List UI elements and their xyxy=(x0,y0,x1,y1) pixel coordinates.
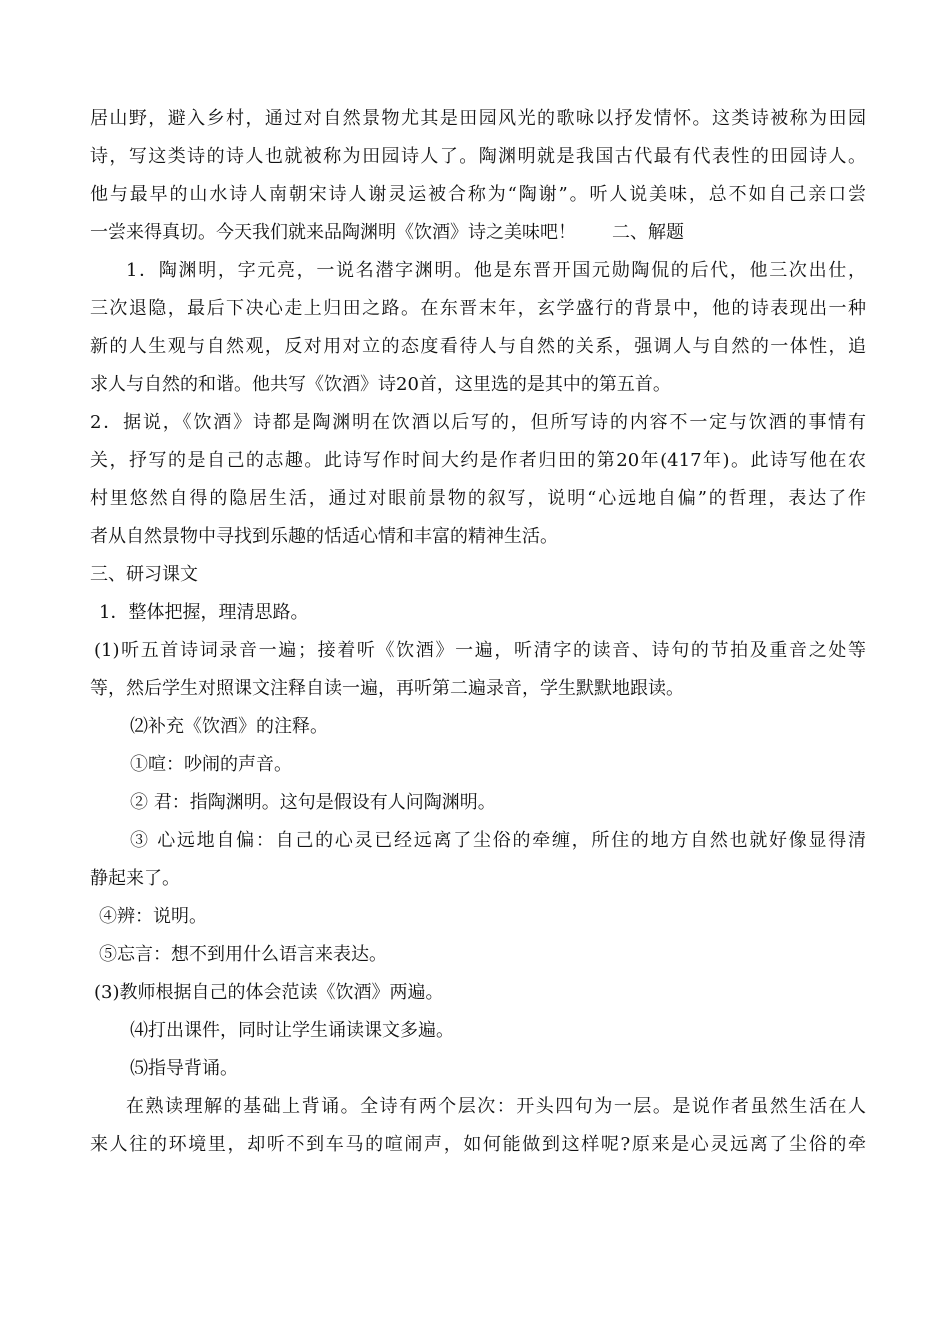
text-line: 村里悠然自得的隐居生活，通过对眼前景物的叙写，说明“心远地自偏”的哲理，表达了作 xyxy=(90,488,866,509)
annotation-item: ② 君：指陶渊明。这句是假设有人问陶渊明。 xyxy=(130,792,496,813)
text-line: 新的人生观与自然观，反对用对立的态度看待人与自然的关系，强调人与自然的一体性，追 xyxy=(90,336,866,357)
document-body xyxy=(90,100,866,1164)
subsection-heading: 1．整体把握，理清思路。 xyxy=(99,602,309,623)
text-line: 2．据说，《饮酒》诗都是陶渊明在饮酒以后写的，但所写诗的内容不一定与饮酒的事情有 xyxy=(90,412,866,433)
annotation-item: ⑤忘言：想不到用什么语言来表达。 xyxy=(99,944,387,965)
text-line: 三次退隐，最后下决心走上归田之路。在东晋末年，玄学盛行的背景中，他的诗表现出一种 xyxy=(90,298,866,319)
annotation-item: ④辨：说明。 xyxy=(99,906,207,927)
annotation-item: ③ 心远地自偏：自己的心灵已经远离了尘俗的牵缠，所住的地方自然也就好像显得清 xyxy=(130,830,866,851)
text-line: 关，抒写的是自己的志趣。此诗写作时间大约是作者归田的第20年(417年)。此诗写他在农 xyxy=(90,450,866,471)
text-line: 1．陶渊明，字元亮，一说名潜字渊明。他是东晋开国元勋陶侃的后代，他三次出仕， xyxy=(126,260,866,281)
text-line: ⑵补充《饮酒》的注释。 xyxy=(130,716,328,737)
text-line: ⑸指导背诵。 xyxy=(130,1058,238,1079)
text-line: 居山野，避入乡村，通过对自然景物尤其是田园风光的歌咏以抒发情怀。这类诗被称为田园 xyxy=(90,108,866,129)
text-line: ⑷打出课件，同时让学生诵读课文多遍。 xyxy=(130,1020,454,1041)
section-heading: 三、研习课文 xyxy=(90,564,198,585)
text-line: 他与最早的山水诗人南朝宋诗人谢灵运被合称为“陶谢”。听人说美味，总不如自己亲口尝 xyxy=(90,184,866,205)
text-line: 求人与自然的和谐。他共写《饮酒》诗20首，这里选的是其中的第五首。 xyxy=(90,374,671,395)
text-line: (3)教师根据自己的体会范读《饮酒》两遍。 xyxy=(94,982,444,1003)
text-line: 诗，写这类诗的诗人也就被称为田园诗人了。陶渊明就是我国古代最有代表性的田园诗人。 xyxy=(90,146,866,167)
text-line: 在熟读理解的基础上背诵。全诗有两个层次：开头四句为一层。是说作者虽然生活在人 xyxy=(126,1096,866,1117)
text-line: 静起来了。 xyxy=(90,868,180,889)
text-line: 一尝来得真切。今天我们就来品陶渊明《饮酒》诗之美味吧！ 二、解题 xyxy=(90,222,684,243)
text-line: 者从自然景物中寻找到乐趣的恬适心情和丰富的精神生活。 xyxy=(90,526,558,547)
text-line: 来人往的环境里，却听不到车马的喧闹声，如何能做到这样呢?原来是心灵远离了尘俗的牵 xyxy=(90,1134,866,1155)
text-line: (1)听五首诗词录音一遍；接着听《饮酒》一遍，听清字的读音、诗句的节拍及重音之处等 xyxy=(94,640,866,661)
text-line: 等，然后学生对照课文注释自读一遍，再听第二遍录音，学生默默地跟读。 xyxy=(90,678,684,699)
annotation-item: ①喧：吵闹的声音。 xyxy=(130,754,292,775)
